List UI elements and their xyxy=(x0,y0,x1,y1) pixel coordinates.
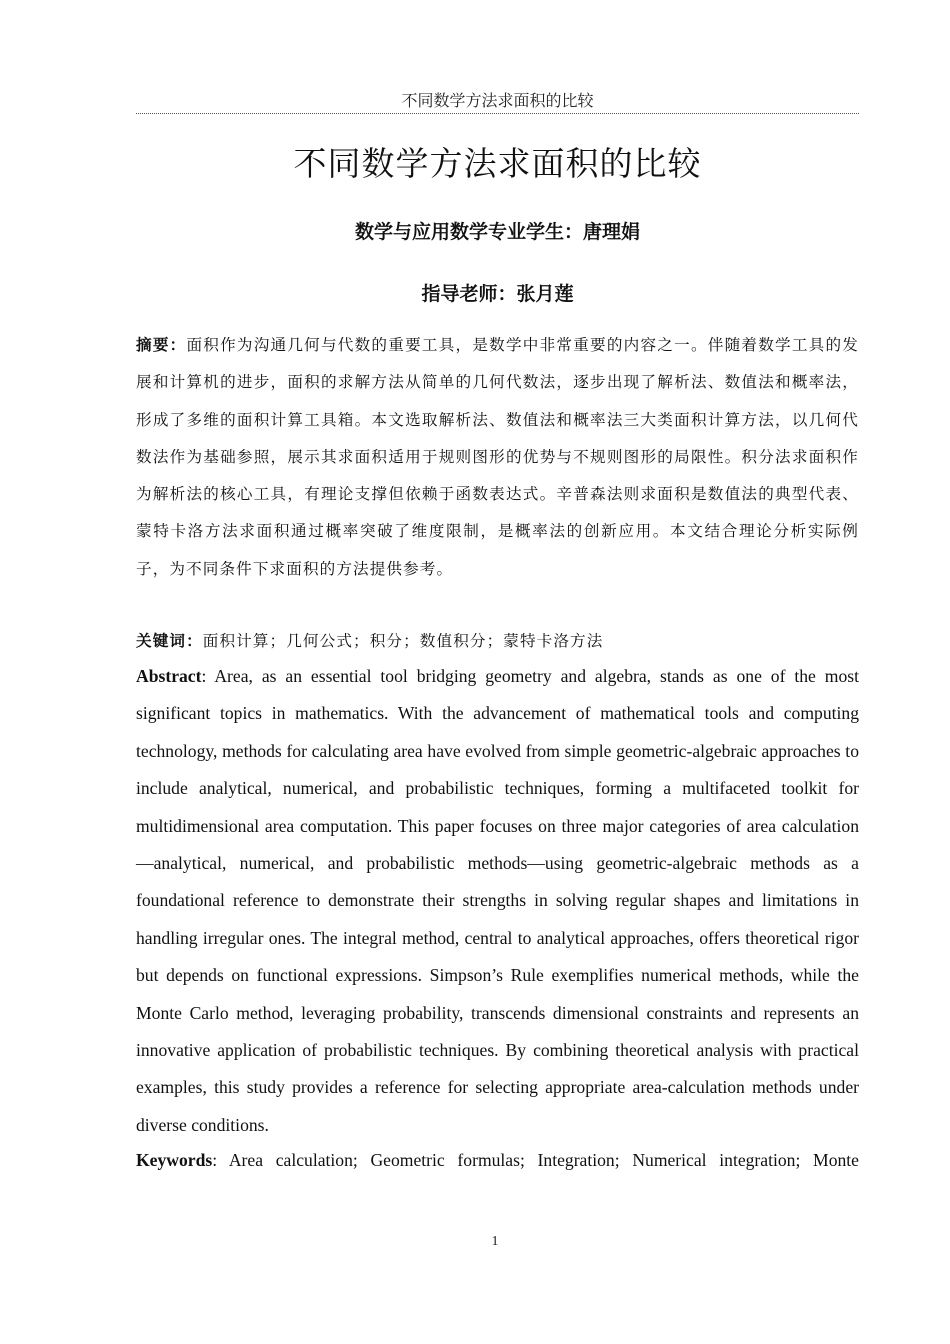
keywords-cn-label: 关键词： xyxy=(136,632,203,650)
keywords-cn xyxy=(136,624,859,658)
keywords-cn-text: 面积计算；几何公式；积分；数值积分；蒙特卡洛方法 xyxy=(202,632,604,650)
keywords-en-label: Keywords xyxy=(136,1150,213,1170)
running-header: 不同数学方法求面积的比较 xyxy=(136,92,859,114)
page-number: 1 xyxy=(491,1234,499,1249)
advisor-line: 指导老师：张月莲 xyxy=(421,283,574,305)
abstract-cn-text: 面积作为沟通几何与代数的重要工具，是数学中非常重要的内容之一。伴随着数学工具的发展和计算机的进步，面积的求解方法从简单的几何代数法，逐步出现了解析法、数值法和概率法，形成了多维的面积计算工具箱。本文选取解析法、数值法和概率法三大类面积计算方法，以几何代数法作为基础参照，展示其求面积适用于规则图形的优势与不规则图形的局限性。积分法求面积作为解析法的核心工具，有理论支撑但依赖于函数表达式。辛普森法则求面积是数值法的典型代表、蒙特卡洛方法求面积通过概率突破了维度限制，是概率法的创新应用。本文结合理论分析实际例子，为不同条件下求面积的方法提供参考。 xyxy=(136,336,859,578)
paper-title: 不同数学方法求面积的比较 xyxy=(293,144,702,183)
abstract-cn xyxy=(136,327,859,588)
keywords-en-text: : Area calculation; Geometric formulas; Integration; Numerical integration; Monte xyxy=(212,1150,859,1170)
abstract-en xyxy=(136,658,859,1144)
abstract-cn-label: 摘要： xyxy=(136,336,187,354)
keywords-en xyxy=(136,1142,859,1179)
abstract-en-text: : Area, as an essential tool bridging geometry and algebra, stands as one of the most significant topics in mathematics. With the advancement of mathematical tools and computing technology, methods for calculating area have evolved from simple geometric-algebraic approaches to include analytical, numerical, and probabilistic techniques, forming a multifaceted toolkit for multidimensional area computation. This paper focuses on three major categories of area calculation—analytical, numerical, and probabilistic methods—using geometric-algebraic methods as a foundational reference to demonstrate their strengths in solving regular shapes and limitations in handling irregular ones. The integral method, central to analytical approaches, offers theoretical rigor but depends on functional expressions. Simpson’s Rule exemplifies numerical methods, while the Monte Carlo method, leveraging probability, transcends dimensional constraints and represents an innovative application of probabilistic techniques. By combining theoretical analysis with practical examples, this study provides a reference for selecting appropriate area-calculation methods under diverse conditions. xyxy=(136,666,859,1135)
abstract-en-label: Abstract xyxy=(136,666,202,686)
author-line: 数学与应用数学专业学生：唐理娟 xyxy=(354,221,640,243)
